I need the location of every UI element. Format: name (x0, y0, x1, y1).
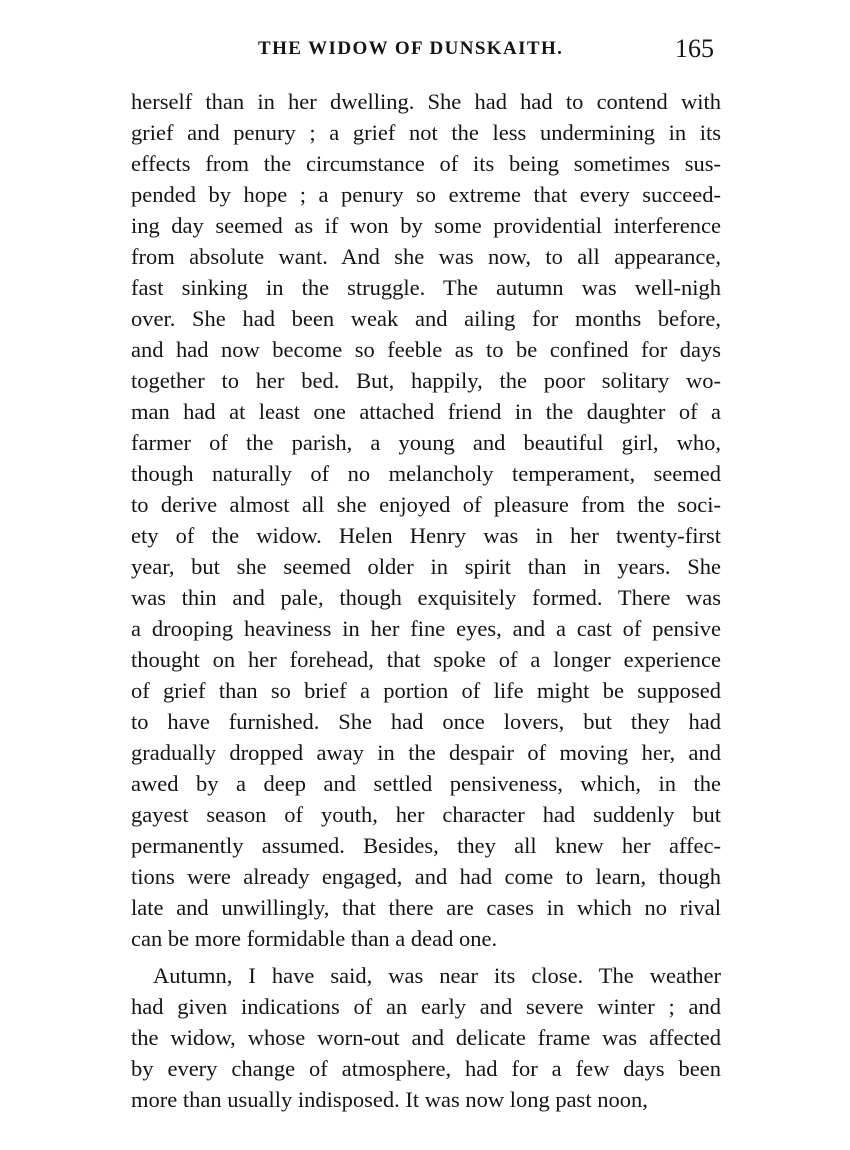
text-line: though naturally of no melancholy temperament, seemed (131, 461, 721, 486)
text-line: the widow, whose worn-out and delicate frame was affected (131, 1025, 721, 1050)
text-line: tions were already engaged, and had come to learn, though (131, 864, 721, 889)
text-line: together to her bed. But, happily, the poor solitary wo- (131, 368, 721, 393)
text-line: and had now become so feeble as to be confined for days (131, 337, 721, 362)
running-title: THE WIDOW OF DUNSKAITH. (258, 38, 564, 59)
text-line: was thin and pale, though exquisitely formed. There was (131, 585, 721, 610)
text-line: awed by a deep and settled pensiveness, which, in the (131, 771, 721, 796)
text-line: had given indications of an early and severe winter ; and (131, 994, 721, 1019)
text-line: gayest season of youth, her character had suddenly but (131, 802, 721, 827)
text-line: to derive almost all she enjoyed of pleasure from the soci- (131, 492, 721, 517)
text-line: by every change of atmosphere, had for a few days been (131, 1056, 721, 1081)
text-line: gradually dropped away in the despair of moving her, and (131, 740, 721, 765)
text-line: farmer of the parish, a young and beautiful girl, who, (131, 430, 721, 455)
text-line: man had at least one attached friend in the daughter of a (131, 399, 721, 424)
text-line: ety of the widow. Helen Henry was in her twenty-first (131, 523, 721, 548)
text-line: permanently assumed. Besides, they all knew her affec- (131, 833, 721, 858)
text-line: Autumn, I have said, was near its close. The weather (153, 963, 721, 988)
page-number: 165 (675, 34, 714, 63)
text-line: more than usually indisposed. It was now long past noon, (131, 1087, 648, 1112)
text-line: herself than in her dwelling. She had had to contend with (131, 89, 721, 114)
text-line: ing day seemed as if won by some providential interference (131, 213, 721, 238)
text-line: year, but she seemed older in spirit than in years. She (131, 554, 721, 579)
text-line: to have furnished. She had once lovers, but they had (131, 709, 721, 734)
text-line: can be more formidable than a dead one. (131, 926, 498, 951)
paragraph (131, 86, 721, 954)
text-line: pended by hope ; a penury so extreme that every succeed- (131, 182, 721, 207)
text-line: from absolute want. And she was now, to all appearance, (131, 244, 721, 269)
body-text (131, 86, 721, 1115)
text-line: fast sinking in the struggle. The autumn was well-nigh (131, 275, 721, 300)
text-line: a drooping heaviness in her fine eyes, and a cast of pensive (131, 616, 721, 641)
text-line: effects from the circumstance of its being sometimes sus- (131, 151, 721, 176)
paragraph (131, 960, 721, 1115)
text-line: late and unwillingly, that there are cases in which no rival (131, 895, 721, 920)
text-line: over. She had been weak and ailing for months before, (131, 306, 721, 331)
text-line: thought on her forehead, that spoke of a longer experience (131, 647, 721, 672)
text-line: grief and penury ; a grief not the less undermining in its (131, 120, 721, 145)
text-line: of grief than so brief a portion of life might be supposed (131, 678, 721, 703)
